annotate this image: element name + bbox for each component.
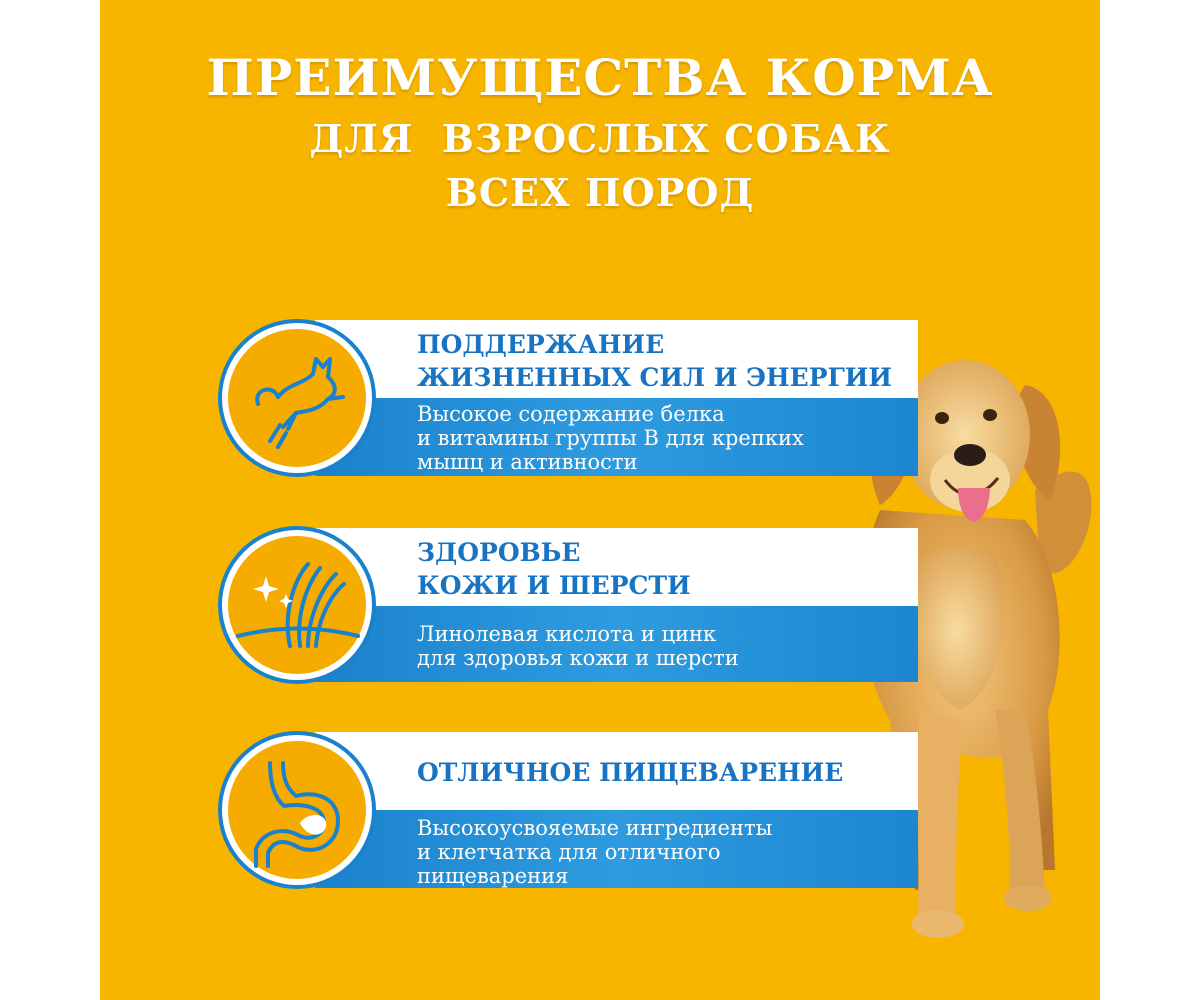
- benefit-desc-line: Высокоусвояемые ингредиенты: [417, 816, 773, 840]
- benefit-description: [315, 606, 918, 682]
- benefit-desc-line: Высокое содержание белка: [417, 402, 725, 426]
- shiny-hair-icon: [222, 530, 372, 680]
- benefit-desc-line: мышц и активности: [417, 450, 638, 474]
- benefit-title-line: КОЖИ И ШЕРСТИ: [417, 571, 691, 600]
- benefit-title: [315, 528, 918, 606]
- benefit-description: [315, 398, 918, 476]
- benefit-title-line: ЗДОРОВЬЕ: [417, 538, 581, 567]
- benefit-desc-line: Линолевая кислота и цинк: [417, 622, 717, 646]
- promo-panel: [100, 0, 1100, 1000]
- benefit-desc-line: и клетчатка для отличного: [417, 840, 721, 864]
- benefit-card-digestion: [315, 732, 918, 888]
- headline-line-1: ПРЕИМУЩЕСТВА КОРМА: [206, 48, 994, 107]
- jumping-dog-icon: [222, 323, 372, 473]
- benefit-desc-line: для здоровья кожи и шерсти: [417, 646, 739, 670]
- benefit-title-line: ПОДДЕРЖАНИЕ: [417, 330, 665, 359]
- headline-line-3: ВСЕХ ПОРОД: [445, 170, 755, 215]
- benefit-title-line: ЖИЗНЕННЫХ СИЛ И ЭНЕРГИИ: [417, 363, 893, 392]
- benefit-title: [315, 732, 918, 810]
- headline-line-2: ДЛЯ ВЗРОСЛЫХ СОБАК: [309, 116, 891, 161]
- benefit-card-energy: [315, 320, 918, 476]
- benefit-title: [315, 320, 918, 398]
- benefit-desc-line: пищеварения: [417, 864, 569, 888]
- benefit-title-line: ОТЛИЧНОЕ ПИЩЕВАРЕНИЕ: [417, 758, 844, 787]
- benefit-card-skin-coat: [315, 528, 918, 682]
- stomach-icon: [222, 735, 372, 885]
- benefit-desc-line: и витамины группы В для крепких: [417, 426, 804, 450]
- benefit-description: [315, 810, 918, 888]
